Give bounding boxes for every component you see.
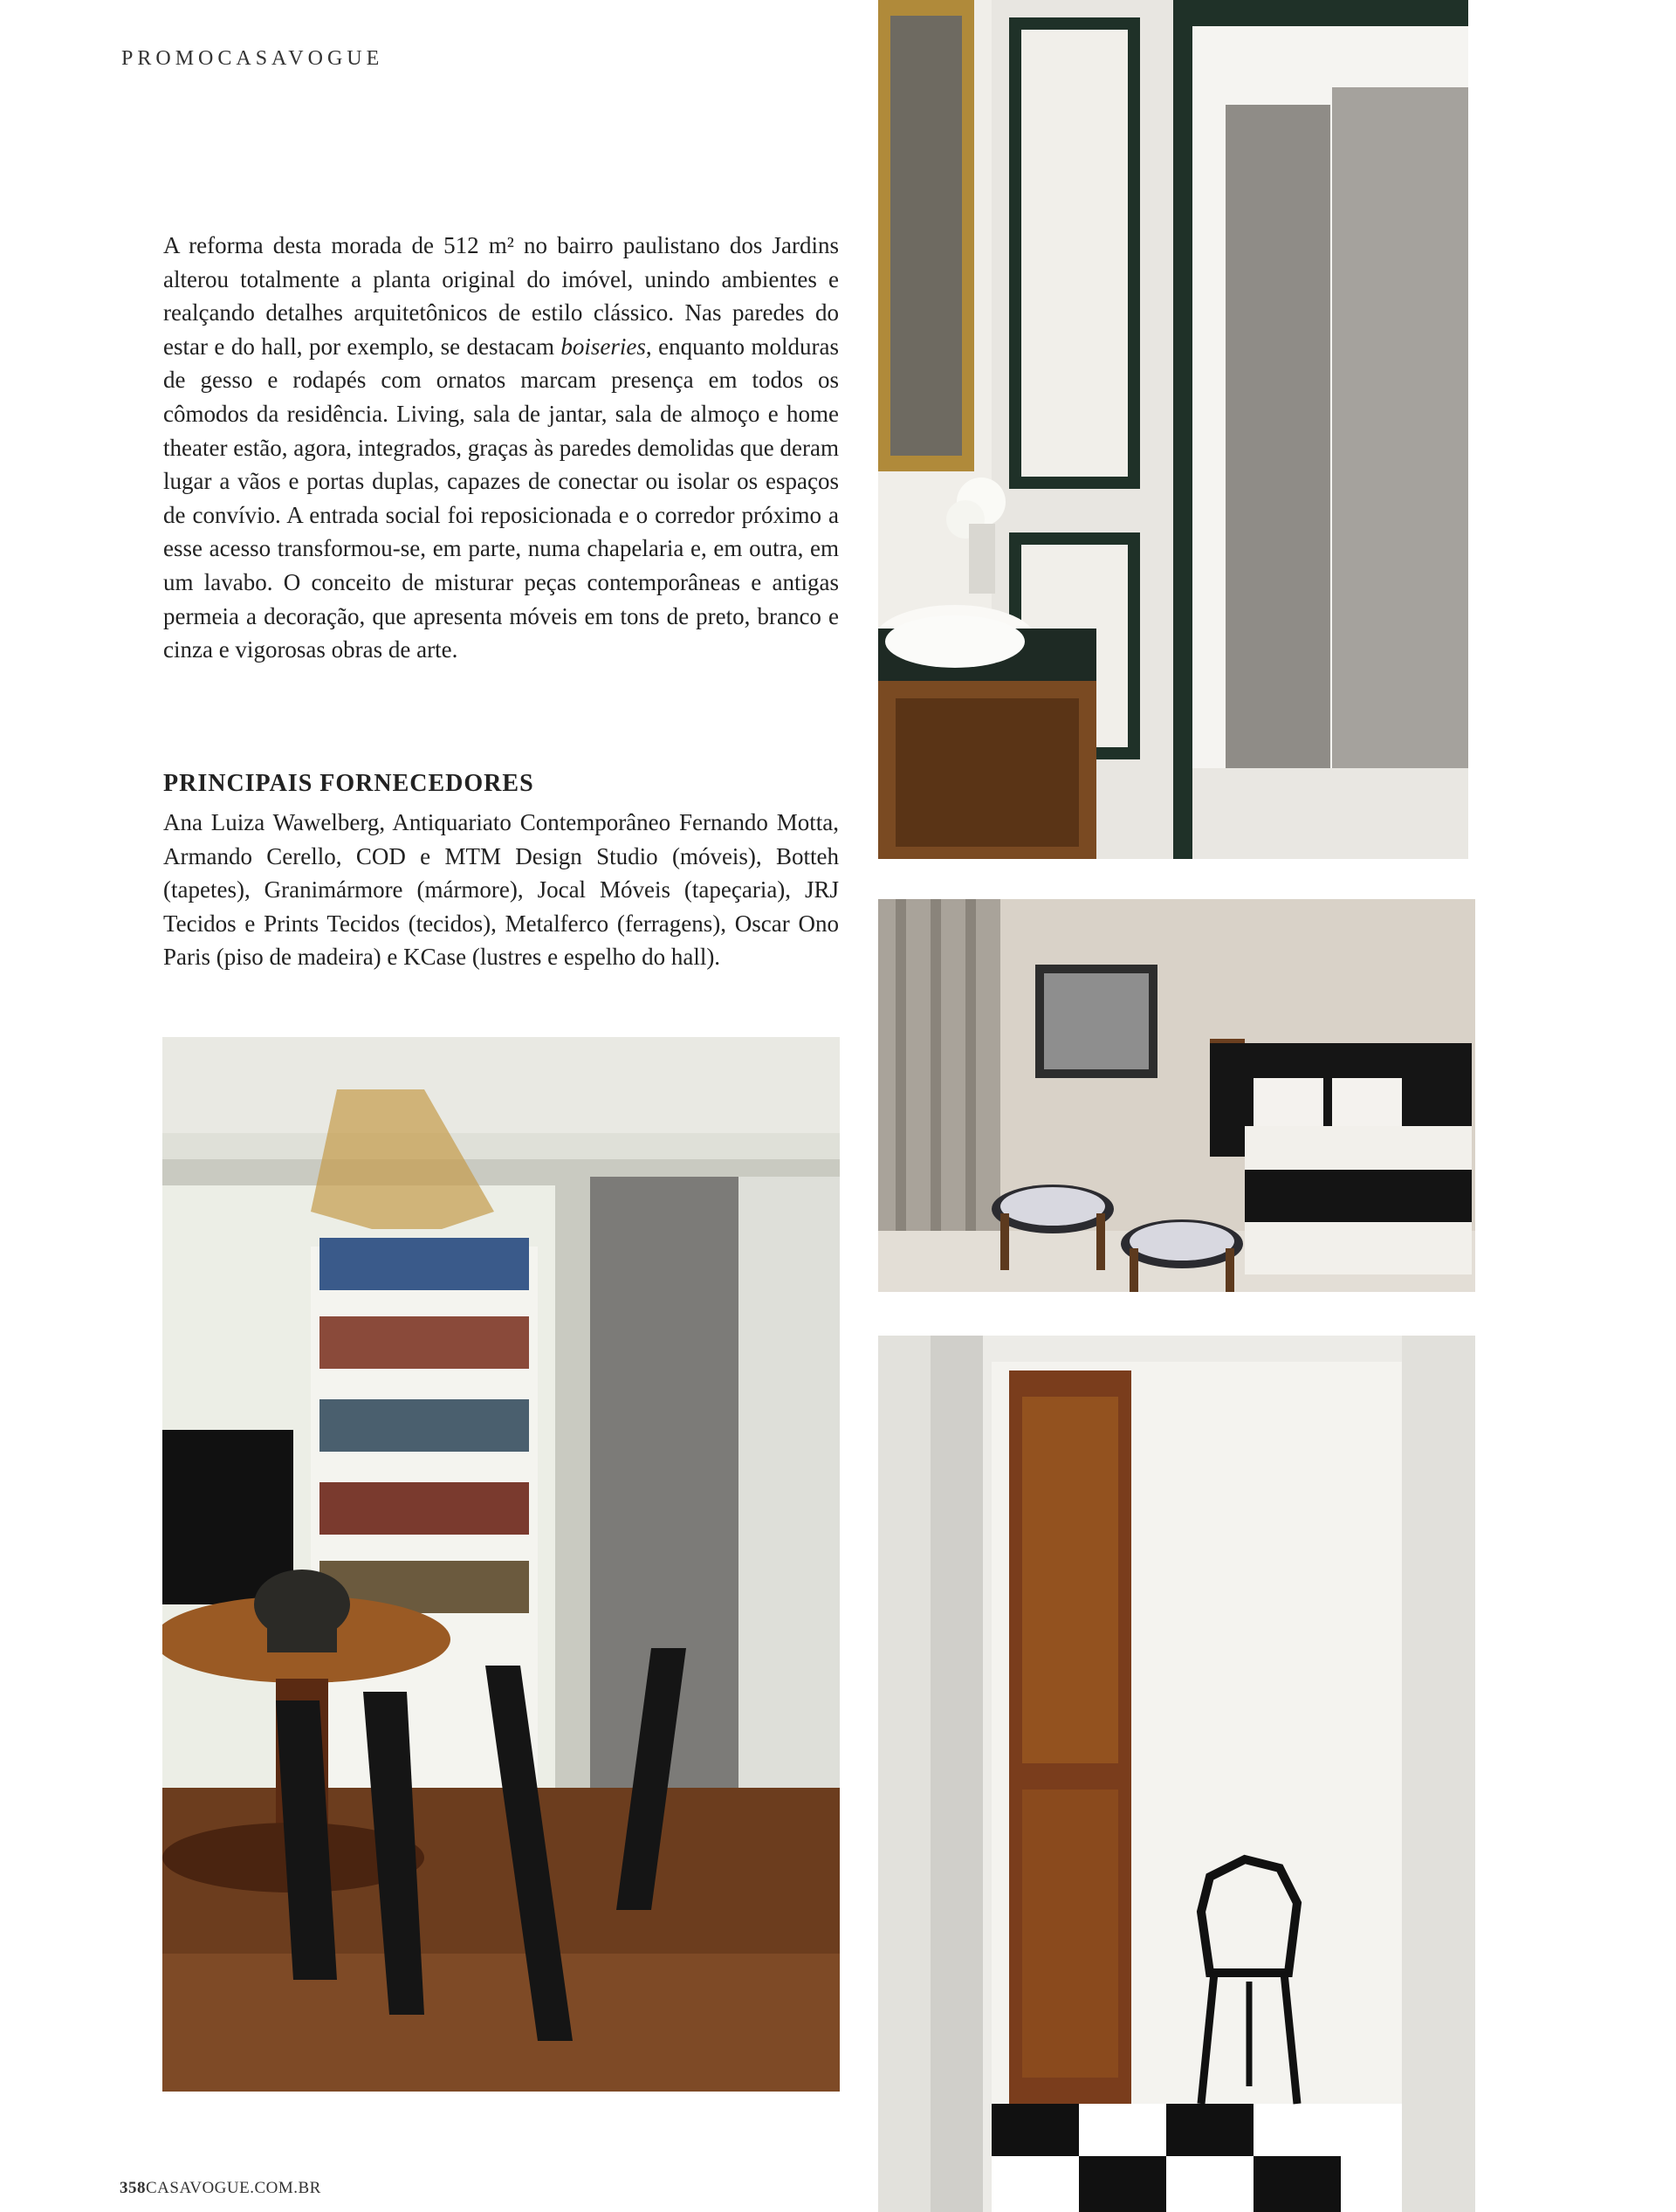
page-footer bbox=[120, 2179, 321, 2198]
photo-lavabo-art bbox=[878, 0, 1468, 859]
photo-bedroom bbox=[878, 899, 1475, 1292]
photo-dining-room-art bbox=[162, 1037, 840, 2092]
section-label: PROMOCASAVOGUE bbox=[121, 47, 384, 70]
article-italic-term: boiseries bbox=[560, 333, 646, 360]
article-intro-part-2: , enquanto molduras de gesso e rodapés com ornatos marcam presença em todos os cômodos da residência. Living, sala de jantar, sala de almoço e home theater estão, agora, integrados, graças às paredes demolidas que deram lugar a vãos e portas duplas, capazes de conectar ou isolar os espaços de convívio. A entrada social foi reposicionada e o corredor próximo a esse acesso transformou-se, em parte, numa chapelaria e, em outra, em um lavabo. O conceito de misturar peças contemporâneas e antigas permeia a decoração, que apresenta móveis em tons de preto, branco e cinza e vigorosas obras de arte. bbox=[163, 333, 839, 663]
suppliers-list: Ana Luiza Wawelberg, Antiquariato Contemporâneo Fernando Motta, Armando Cerello, COD e MTM Design Studio (móveis), Botteh (tapetes), Granimármore (mármore), Jocal Móveis (tapeçaria), JRJ Tecidos e Prints Tecidos (tecidos), Metalferco (ferragens), Oscar Ono Paris (piso de madeira) e KCase (lustres e espelho do hall). bbox=[163, 809, 839, 971]
photo-lavabo bbox=[878, 0, 1468, 859]
page-number: 358 bbox=[120, 2179, 146, 2197]
photo-hall-armoire-art bbox=[878, 1336, 1475, 2212]
article-body bbox=[163, 229, 839, 667]
suppliers-title: PRINCIPAIS FORNECEDORES bbox=[163, 770, 534, 797]
article-intro-part-1: A reforma desta morada de 512 m² no bairro paulistano dos Jardins alterou totalmente a planta original do imóvel, unindo ambientes e realçando detalhes arquitetônicos de estilo clássico. Nas paredes do estar e do hall, por exemplo, se destacam bbox=[163, 232, 839, 360]
photo-dining-room bbox=[162, 1037, 840, 2092]
footer-site: CASAVOGUE.COM.BR bbox=[146, 2179, 321, 2197]
photo-bedroom-art bbox=[878, 899, 1475, 1292]
photo-hall-armoire bbox=[878, 1336, 1475, 2212]
